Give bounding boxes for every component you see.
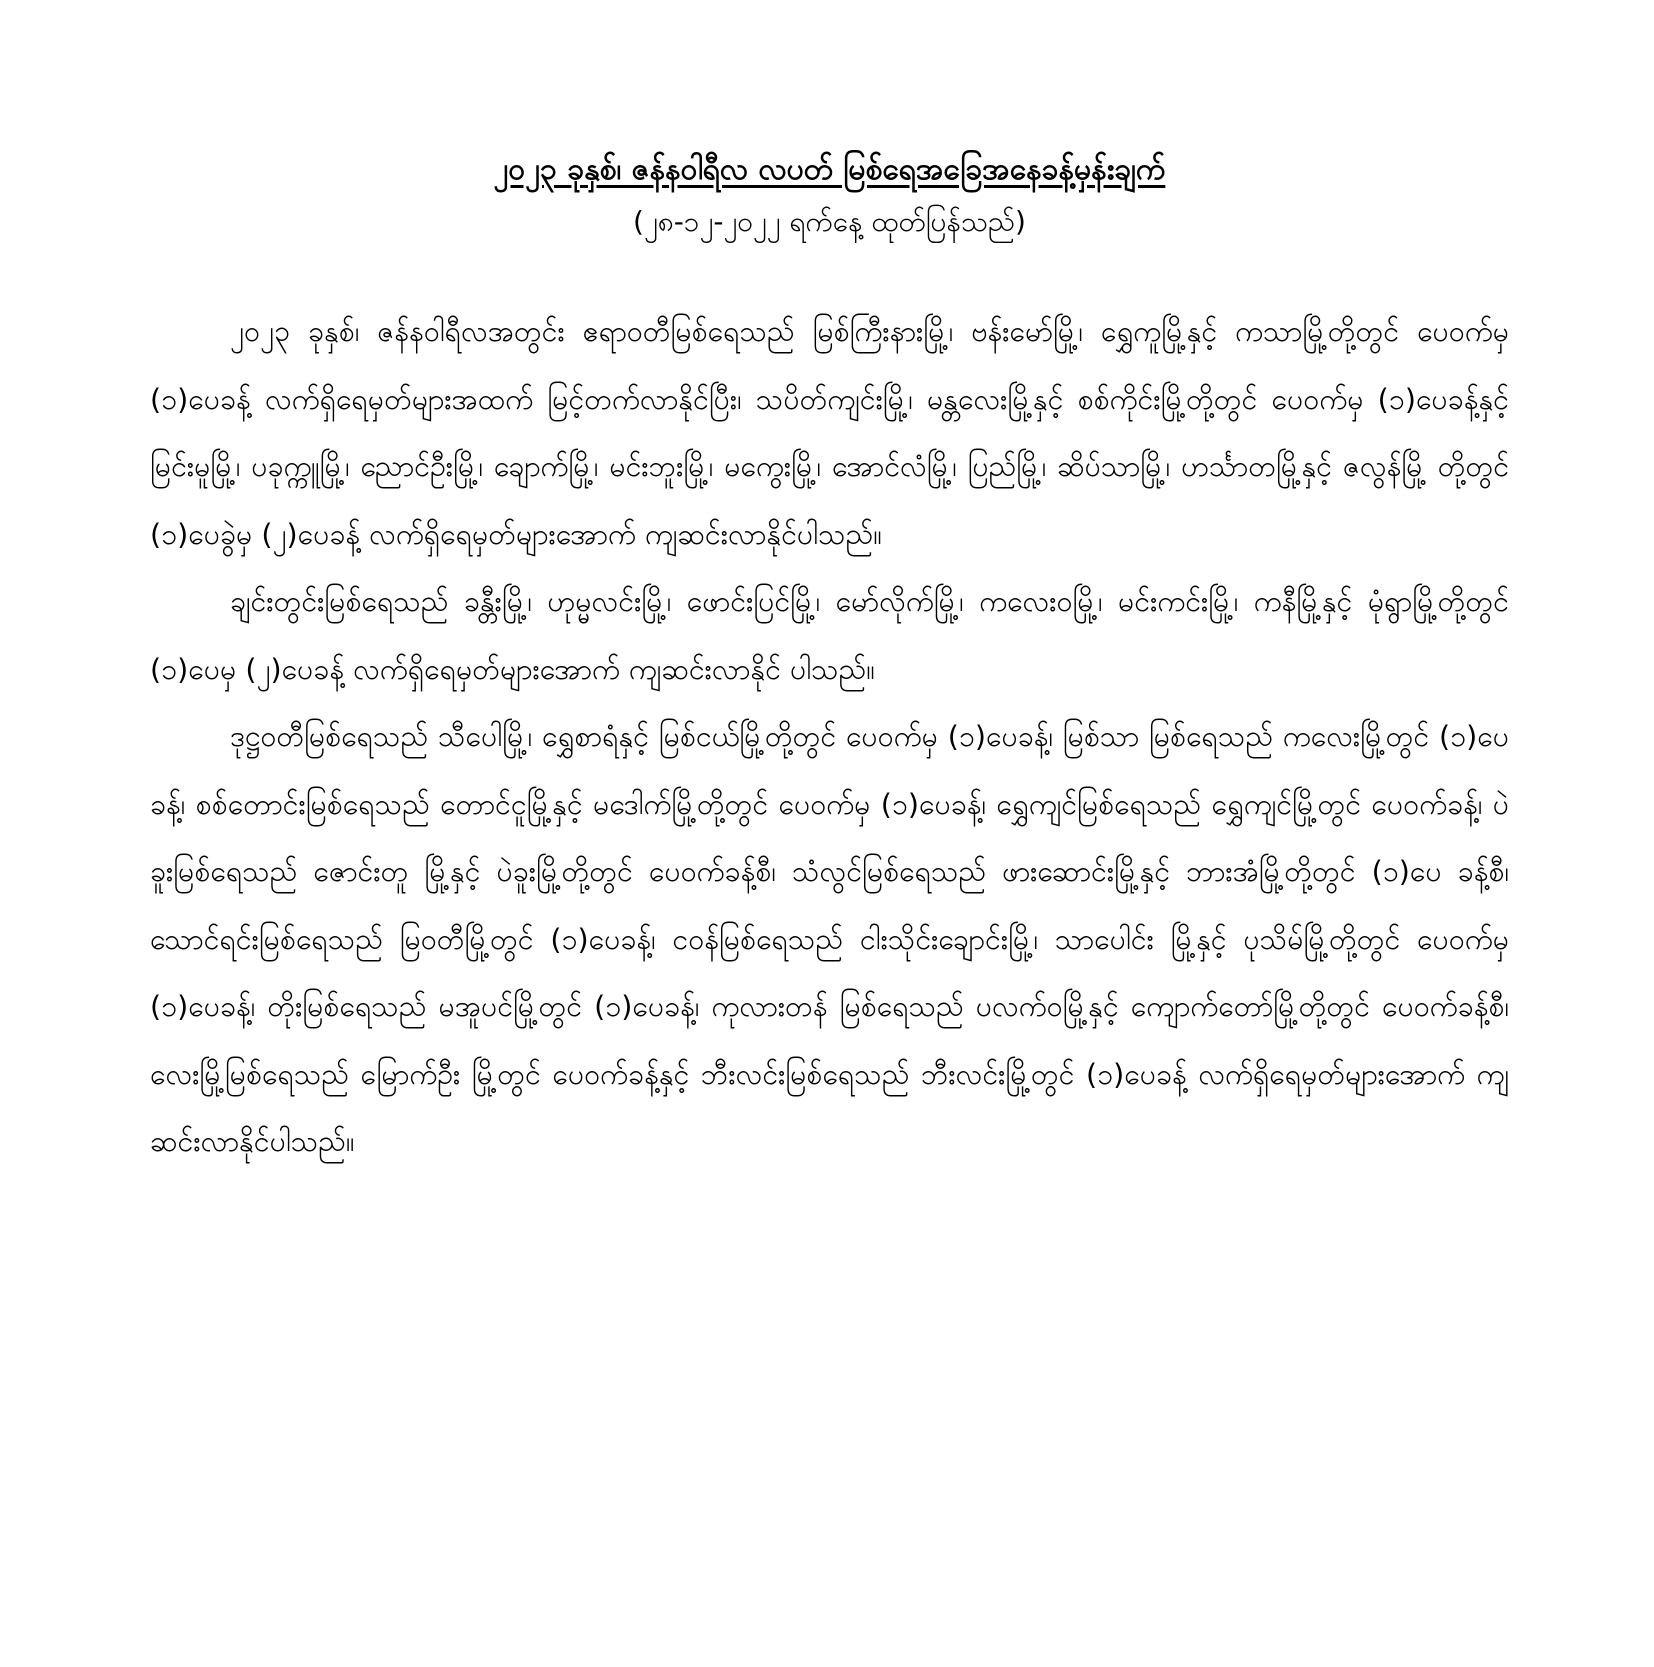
paragraph-ayeyarwady: ၂၀၂၃ ခုနှစ်၊ ဇန်နဝါရီလအတွင်း ဧရာဝတီမြစ်ရေသည် မြစ်ကြီးနားမြို့၊ ဗန်းမော်မြို့၊ ရွှေကူမြို့နှင့် ကသာမြို့တို့တွင် ပေ၀က်မှ (၁)ပေခန့် လက်ရှိရေမှတ်များအထက် မြင့်တက်လာနိုင်ပြီး၊ သပိတ်ကျင်းမြို့၊ မန္တလေးမြို့နှင့် စစ်ကိုင်းမြို့တို့တွင် ပေ၀က်မှ (၁)ပေခန့်နှင့် မြင်းမူမြို့၊ ပခုက္ကူမြို့၊ ညောင်ဦးမြို့၊ ချောက်မြို့၊ မင်းဘူးမြို့၊ မကွေးမြို့၊ အောင်လံမြို့၊ ပြည်မြို့၊ ဆိပ်သာမြို့၊ ဟင်္သာတမြို့နှင့် ဇလွန်မြို့ တို့တွင် (၁)ပေခွဲမှ (၂)ပေခန့် လက်ရှိရေမှတ်များအောက် ကျဆင်းလာနိုင်ပါသည်။ <box>150 315 1509 551</box>
document-title: ၂၀၂၃ ခုနှစ်၊ ဇန်နဝါရီလ လပတ် မြစ်ရေအခြေအနေခန့်မှန်းချက် <box>493 152 1166 187</box>
paragraph-chindwin: ချင်းတွင်းမြစ်ရေသည် ခန္တီးမြို့၊ ဟုမ္မလင်းမြို့၊ ဖောင်းပြင်မြို့၊ မော်လိုက်မြို့၊ ကလေးဝမြို့၊ မင်းကင်းမြို့၊ ကနီမြို့နှင့် မုံရွာမြို့တို့တွင် (၁)ပေမှ (၂)ပေခန့် လက်ရှိရေမှတ်များအောက် ကျဆင်းလာနိုင် ပါသည်။ <box>150 585 1509 686</box>
document-subtitle: (၂၈-၁၂-၂၀၂၂ ရက်နေ့ ထုတ်ပြန်သည်) <box>633 205 1026 238</box>
paragraph-other-rivers: ဒုဋ္ဌဝတီမြစ်ရေသည် သီပေါမြို့၊ ရွှေစာရံနှင့် မြစ်ငယ်မြို့တို့တွင် ပေ၀က်မှ (၁)ပေခန့်၊ မြစ်သာ မြစ်ရေသည် ကလေးမြို့တွင် (၁)ပေခန့်၊ စစ်တောင်းမြစ်ရေသည် တောင်ငူမြို့နှင့် မဒေါက်မြို့တို့တွင် ပေ၀က်မှ (၁)ပေခန့်၊ ရွှေကျင်မြစ်ရေသည် ရွှေကျင်မြို့တွင် ပေ၀က်ခန့်၊ ပဲခူးမြစ်ရေသည် ဇောင်းတူ မြို့နှင့် ပဲခူးမြို့တို့တွင် ပေ၀က်ခန့်စီ၊ သံလွင်မြစ်ရေသည် ဖားဆောင်းမြို့နှင့် ဘားအံမြို့တို့တွင် (၁)ပေ ခန့်စီ၊ သောင်ရင်းမြစ်ရေသည် မြဝတီမြို့တွင် (၁)ပေခန့်၊ ငဝန်မြစ်ရေသည် ငါးသိုင်းချောင်းမြို့၊ သာပေါင်း မြို့နှင့် ပုသိမ်မြို့တို့တွင် ပေ၀က်မှ (၁)ပေခန့်၊ တိုးမြစ်ရေသည် မအူပင်မြို့တွင် (၁)ပေခန့်၊ ကုလားတန် မြစ်ရေသည် ပလက်ဝမြို့နှင့် ကျောက်တော်မြို့တို့တွင် ပေ၀က်ခန့်စီ၊ လေးမြို့မြစ်ရေသည် မြောက်ဦး မြို့တွင် ပေ၀က်ခန့်နှင့် ဘီးလင်းမြစ်ရေသည် ဘီးလင်းမြို့တွင် (၁)ပေခန့် လက်ရှိရေမှတ်များအောက် ကျဆင်းလာနိုင်ပါသည်။ <box>150 720 1509 1158</box>
